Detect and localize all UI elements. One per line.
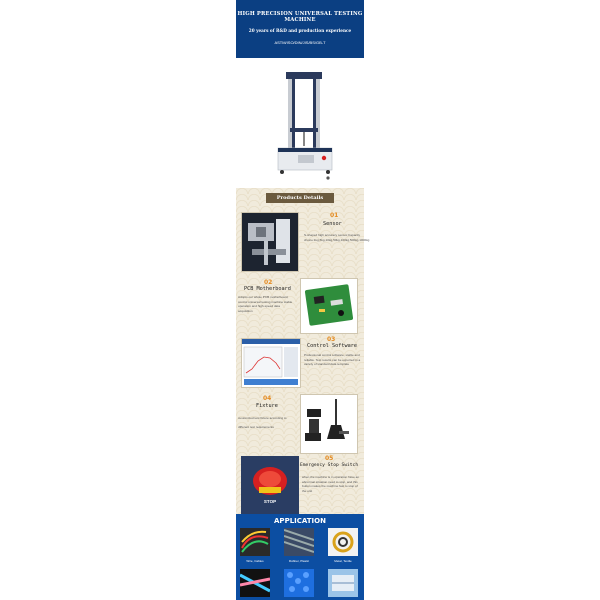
header-banner <box>236 0 364 58</box>
pcb-title: PCB Motherboard <box>244 286 291 292</box>
standards-text: ASTM/ISO/DIN/JIS/BS/GB-T <box>274 40 326 45</box>
application-label-2: Rubber, Plastic <box>288 559 310 563</box>
page-title: HIGH PRECISION UNIVERSAL TESTING MACHINE <box>237 11 363 23</box>
application-pellet-image <box>284 569 314 597</box>
stop-switch-title: Emergency Stop Switch <box>300 463 359 468</box>
application-section <box>236 514 364 600</box>
stop-switch-image <box>241 456 299 514</box>
item-number-01: 01 <box>330 212 339 219</box>
page-subtitle: 20 years of R&D and production experience <box>248 28 352 33</box>
fixture-description: customized test fixture according to different test requirements <box>238 416 287 429</box>
software-description: Professional control software, stable and reliable. Test results can be exported in a variety of standard data template <box>304 353 361 367</box>
pcb-description: Adopts our whole PCB motherboard, control universal testing machine stable operation and high-speed data acquisition <box>238 295 293 313</box>
fixture-image <box>300 394 358 454</box>
application-rubber-image <box>284 528 314 556</box>
item-number-05: 05 <box>325 455 334 462</box>
details-banner: Products Details <box>266 193 334 203</box>
item-number-03: 03 <box>327 336 336 343</box>
pcb-image <box>300 278 358 334</box>
item-number-02: 02 <box>264 279 273 286</box>
item-number-04: 04 <box>263 395 272 402</box>
testing-machine-image <box>236 58 364 188</box>
machine-photo <box>236 58 364 188</box>
sensor-description: S-shaped high accuracy sensor,Capacity choice:1kg,5kg,10kg,50kg,100kg,500kg,1000kg <box>304 233 370 242</box>
sensor-image <box>241 212 299 272</box>
software-image <box>241 338 301 388</box>
software-title: Control Software <box>307 343 357 349</box>
sensor-title: Sensor <box>323 221 342 227</box>
fixture-title: Fixture <box>256 403 278 409</box>
application-textile-image <box>328 569 358 597</box>
application-metal-image <box>328 528 358 556</box>
stop-label: STOP <box>263 499 277 504</box>
application-label-1: Wire, Cables <box>246 559 264 563</box>
application-cable-image <box>240 569 270 597</box>
product-details-section <box>236 188 370 514</box>
application-wire-image <box>240 528 270 556</box>
application-title: APPLICATION <box>274 517 326 525</box>
stop-switch-description: when the machine is in operation have an abnormal situation need to stop, and this button makes the machine fast to stop of the unit <box>302 475 360 493</box>
application-label-3: Metal, Textile <box>334 559 352 563</box>
